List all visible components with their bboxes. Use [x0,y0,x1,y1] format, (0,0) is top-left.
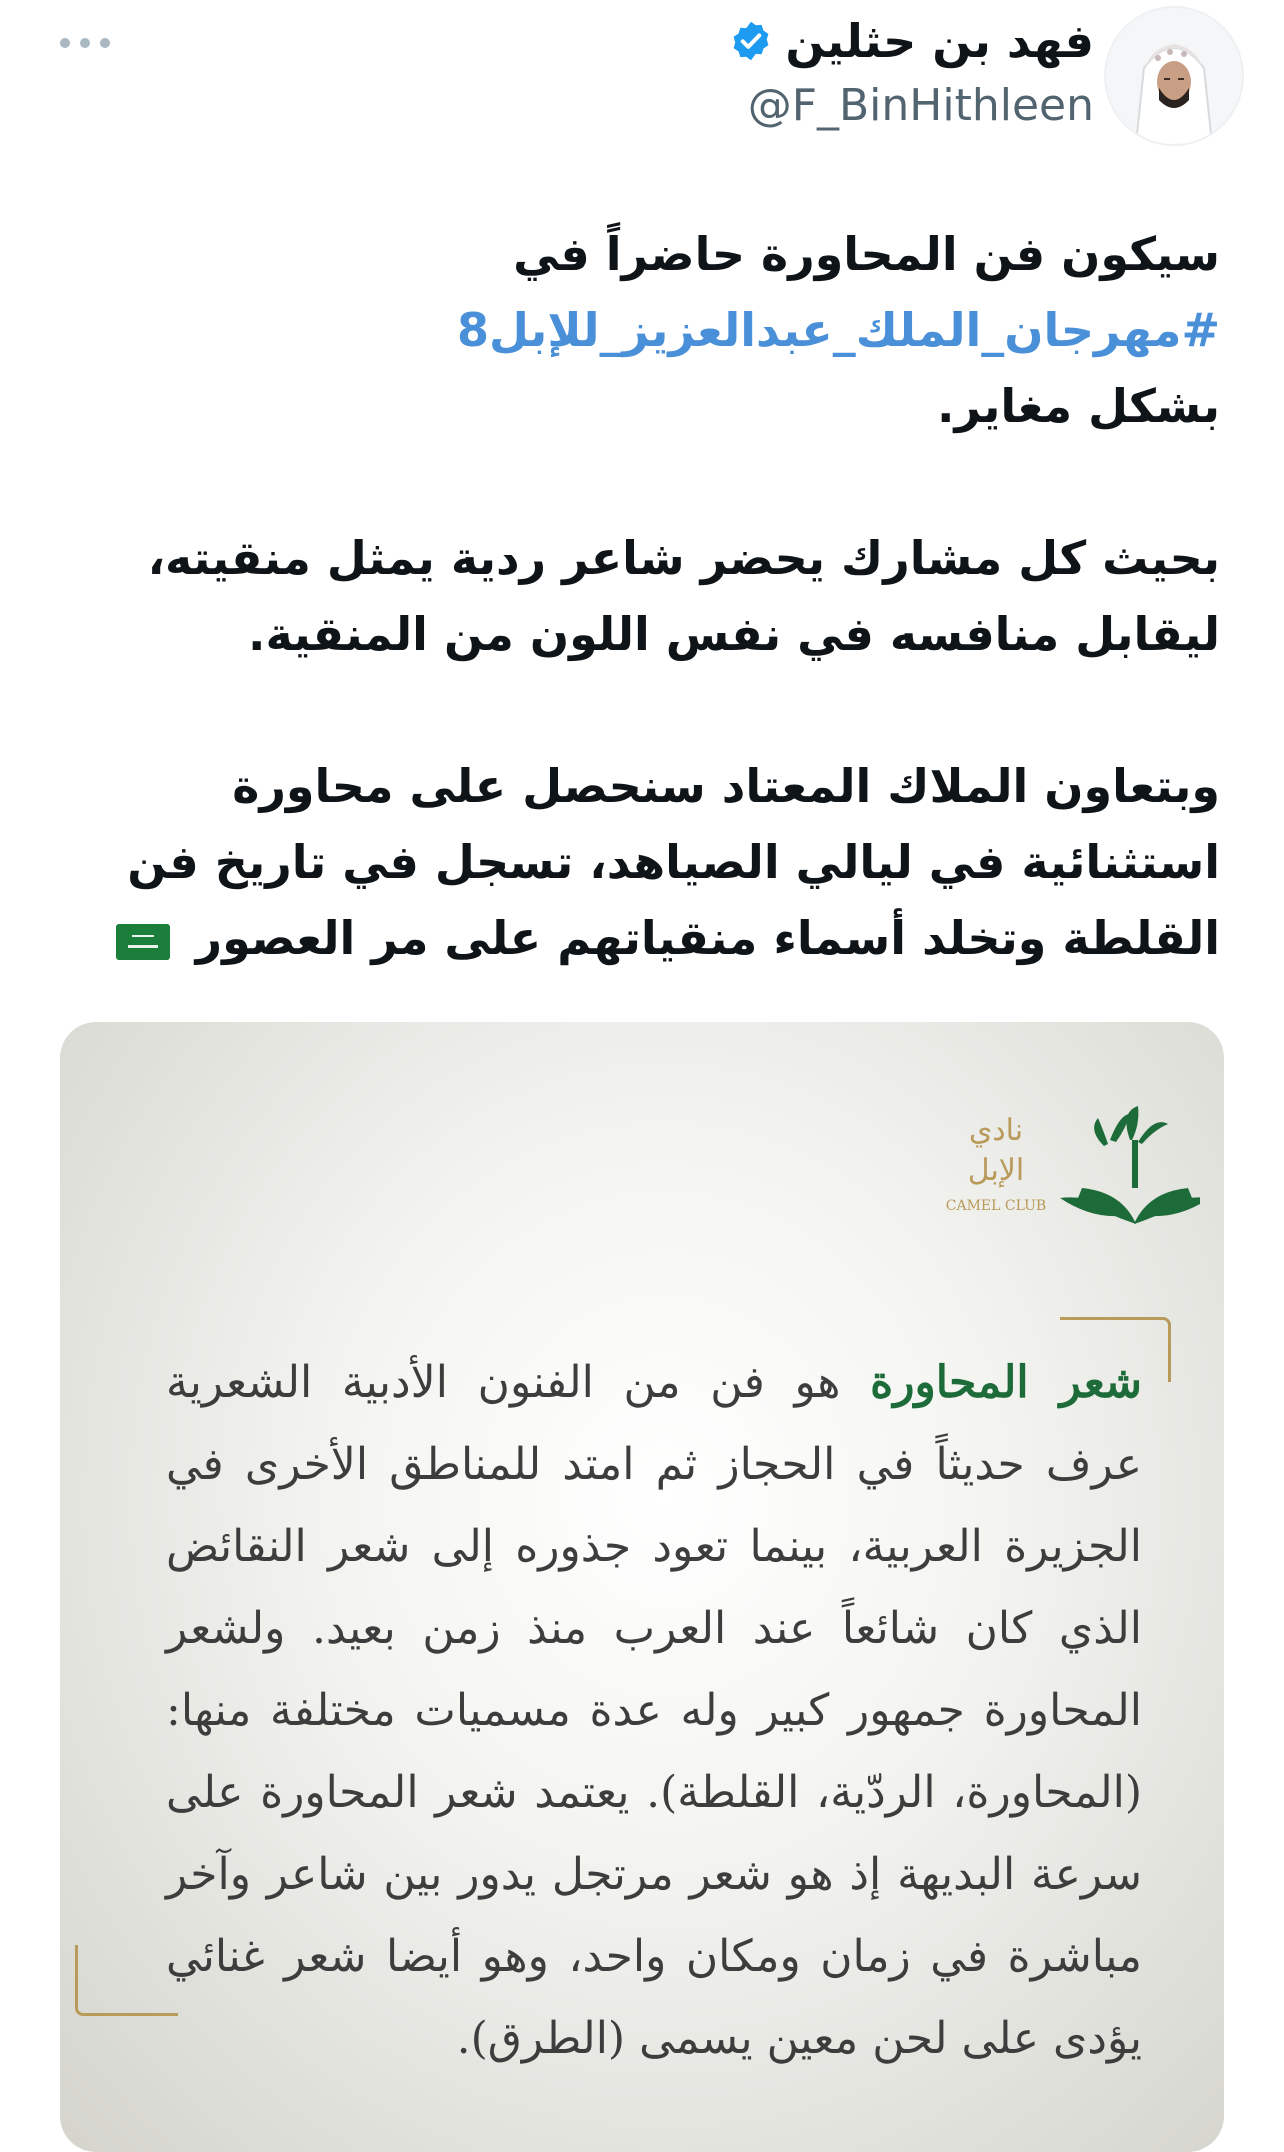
camel-club-logo [900,1092,1200,1232]
more-dot-icon [100,38,110,48]
tweet-line: سيكون فن المحاورة حاضراً في [513,227,1220,281]
tweet-line: بشكل مغاير. [937,379,1220,433]
saudi-flag-icon [116,924,170,960]
more-dot-icon [60,38,70,48]
author-display-name[interactable]: فهد بن حثلين [785,14,1094,68]
logo-arabic-1: نادي [968,1113,1024,1148]
poem-text [166,1342,1142,2080]
logo-arabic-2: الإبل [967,1153,1025,1188]
author-info[interactable] [729,6,1094,136]
tweet-media-image[interactable] [60,1022,1224,2152]
tweet-text [60,216,1220,976]
hashtag-link[interactable]: #مهرجان_الملك_عبدالعزيز_للإبل8 [456,303,1220,357]
tweet-line: وبتعاون الملاك المعتاد سنحصل على محاورة استثنائية في ليالي الصياهد، تسجل في تاريخ فن القلطة وتخلد أسماء منقياتهم على مر العصور [127,759,1220,965]
tweet-paragraph-1 [60,216,1220,444]
tweet-paragraph-3 [60,748,1220,976]
avatar-portrait-icon [1106,8,1242,144]
more-options-button[interactable] [60,34,118,52]
author-handle[interactable]: @F_BinHithleen [747,80,1094,131]
author-avatar[interactable] [1104,6,1244,146]
decorative-frame-bottom [75,1945,178,2016]
tweet-paragraph-2: بحيث كل مشارك يحضر شاعر ردية يمثل منقيته، ليقابل منافسه في نفس اللون من المنقية. [147,531,1220,661]
poem-body: هو فن من الفنون الأدبية الشعرية عرف حديثاً في الحجاز ثم امتد للمناطق الأخرى في الجزيرة العربية، بينما تعود جذوره إلى شعر النقائض الذي كان شائعاً عند العرب منذ زمن بعيد. ولشعر المحاورة جمهور كبير وله عدة مسميات مختلفة منها: (المحاورة، الردّية، القلطة). يعتمد شعر المحاورة على سرعة البديهة إذ هو شعر مرتجل يدور بين شاعر وآخر مباشرة في زمان ومكان واحد، وهو أيضا شعر غنائي يؤدى على لحن معين يسمى (الطرق). [166,1357,1142,2064]
more-dot-icon [80,38,90,48]
verified-badge-icon [729,19,773,63]
logo-english: CAMEL CLUB [945,1198,1047,1214]
poem-title: شعر المحاورة [870,1357,1142,1408]
